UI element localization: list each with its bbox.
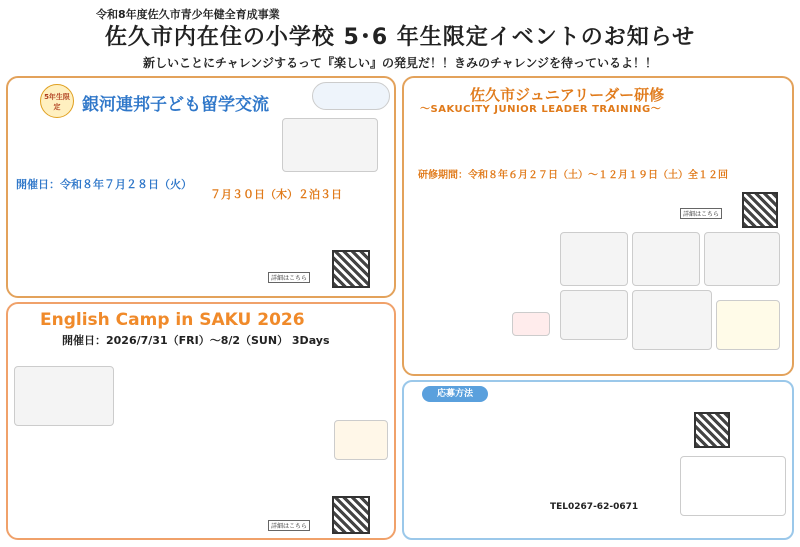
galaxy-train-illustration xyxy=(312,82,390,110)
line-qr-code[interactable] xyxy=(694,412,730,448)
junior-period: 研修期間：令和８年６月２７日（土）～１２月１９日（土）全１２回 xyxy=(418,170,728,181)
junior-photo-4 xyxy=(560,290,628,340)
galaxy-qr-label: 詳細はこちら xyxy=(268,272,310,283)
header-small: 令和8年度佐久市青少年健全育成事業 xyxy=(96,8,280,21)
junior-qr-label: 詳細はこちら xyxy=(680,208,722,219)
junior-photo-5 xyxy=(632,290,712,350)
english-title: English Camp in SAKU 2026 xyxy=(40,310,305,330)
fire-truck-illustration xyxy=(512,312,550,336)
apply-heading: 応募方法 xyxy=(422,386,488,402)
galaxy-date-2: ７月３０日（木）２泊３日 xyxy=(210,188,342,201)
footer-phone: TEL0267-62-0671 xyxy=(550,502,639,512)
english-kids-illustration xyxy=(334,420,388,460)
english-qr-label: 詳細はこちら xyxy=(268,520,310,531)
junior-photo-3 xyxy=(704,232,780,286)
galaxy-title: 銀河連邦子ども留学交流 xyxy=(82,95,269,115)
english-qr-code[interactable] xyxy=(332,496,370,534)
english-date: 開催日：2026/7/31（FRI）～8/2（SUN） 3Days xyxy=(62,334,330,347)
page-subtitle: 新しいことにチャレンジするって『楽しい』の発見だ！！きみのチャレンジを待っているよ！！ xyxy=(142,56,658,70)
galaxy-date-1: 開催日：令和８年７月２８日（火） xyxy=(16,178,192,191)
junior-bubble-illustration xyxy=(716,300,780,350)
junior-qr-code[interactable] xyxy=(742,192,778,228)
junior-photo-2 xyxy=(632,232,700,286)
galaxy-badge: 5年生限定 xyxy=(40,84,74,118)
page-title: 佐久市内在住の小学校 5･6 年生限定イベントのお知らせ xyxy=(104,25,696,50)
junior-photo-1 xyxy=(560,232,628,286)
english-photo xyxy=(14,366,114,426)
galaxy-qr-code[interactable] xyxy=(332,250,370,288)
choice-box xyxy=(680,456,786,516)
junior-title: 佐久市ジュニアリーダー研修 xyxy=(470,86,665,104)
junior-subtitle: ～SAKUCITY JUNIOR LEADER TRAINING～ xyxy=(420,104,662,115)
galaxy-photo xyxy=(282,118,378,172)
